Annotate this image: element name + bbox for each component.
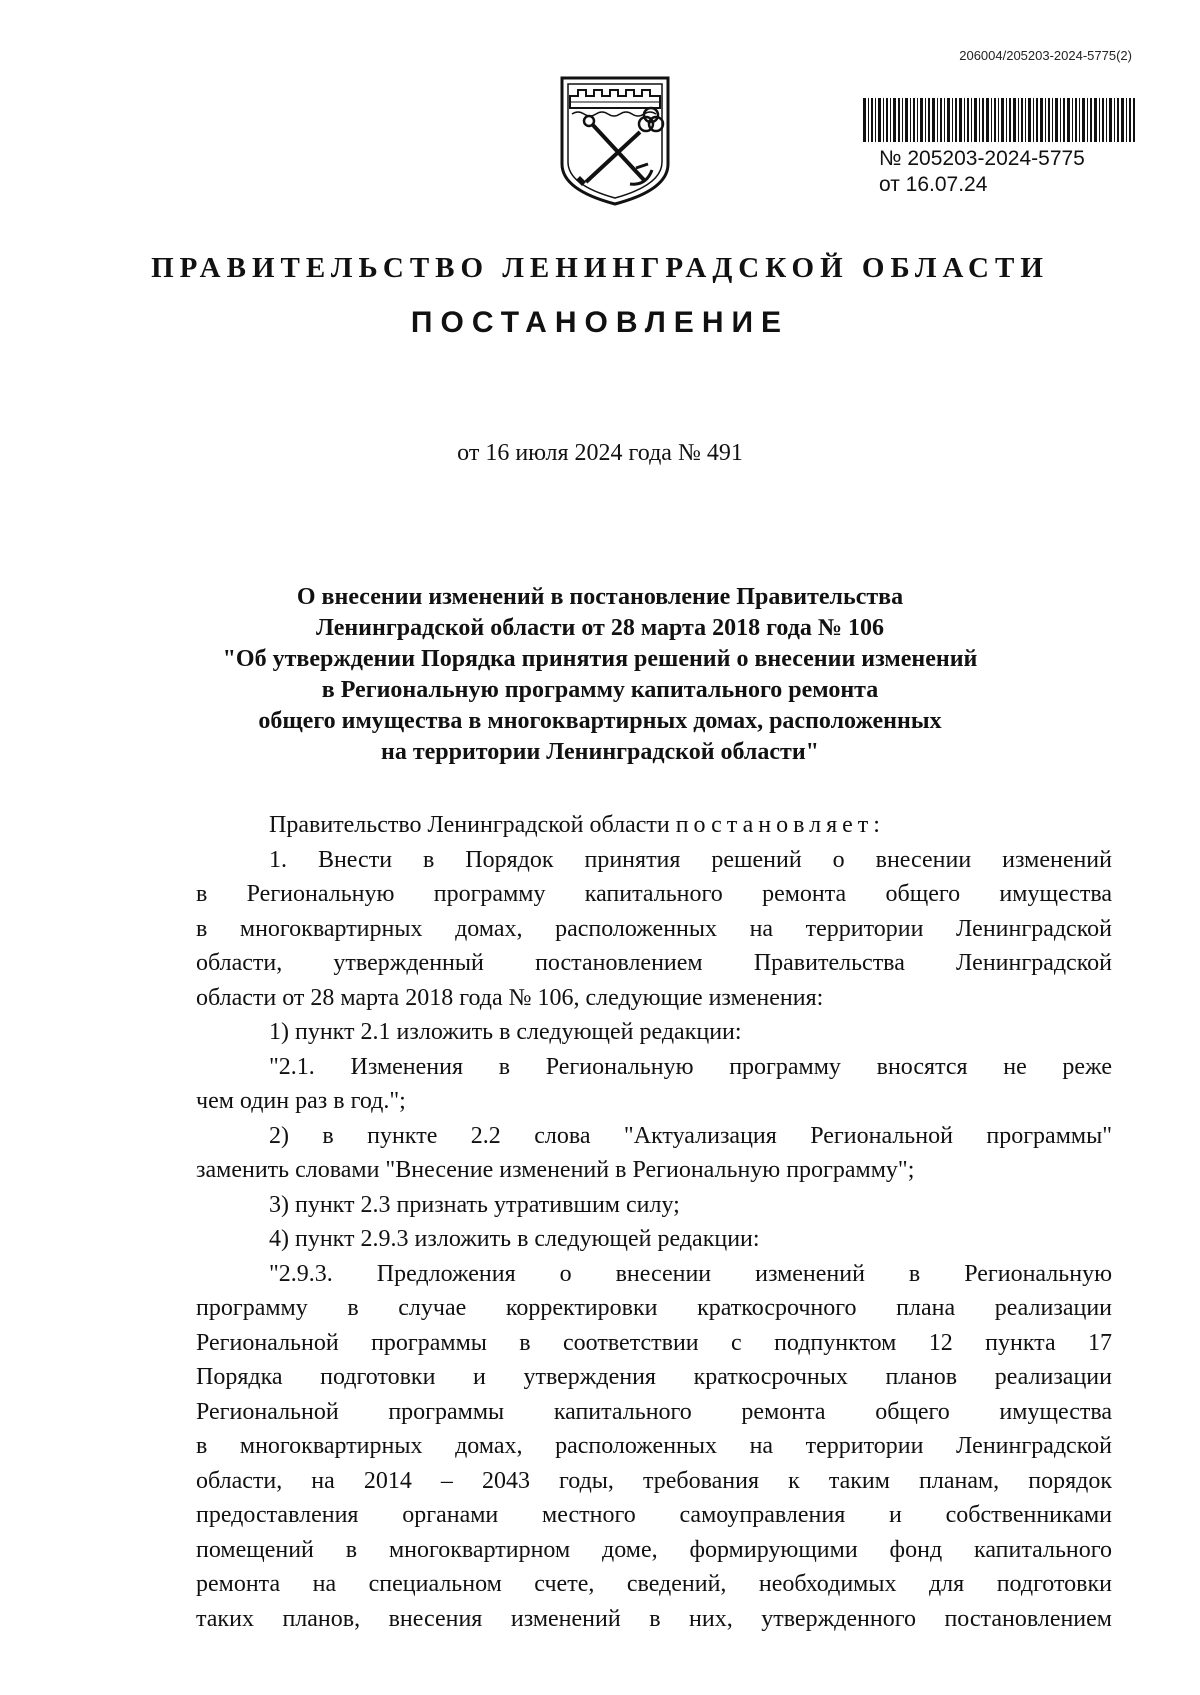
- registration-code: 206004/205203-2024-5775(2): [959, 48, 1132, 63]
- body-line: "2.9.3. Предложения о внесении изменений в Региональную: [269, 1260, 1112, 1287]
- government-name: ПРАВИТЕЛЬСТВО ЛЕНИНГРАДСКОЙ ОБЛАСТИ: [151, 252, 1049, 284]
- registration-stamp: [879, 146, 1085, 198]
- body-line: Порядка подготовки и утверждения краткосрочных планов реализации: [196, 1364, 1112, 1390]
- body-line: Региональной программы в соответствии с подпунктом 12 пункта 17: [196, 1329, 1112, 1356]
- body-line: области от 28 марта 2018 года № 106, следующие изменения:: [196, 984, 824, 1011]
- document-type: ПОСТАНОВЛЕНИЕ: [410, 306, 790, 339]
- subject-line: О внесении изменений в постановление Правительства: [296, 584, 904, 610]
- body-line: таких планов, внесения изменений в них, утвержденного постановлением: [196, 1605, 1112, 1632]
- body-line: помещений в многоквартирном доме, формирующими фонд капитального: [196, 1536, 1112, 1563]
- subject-line: "Об утверждении Порядка принятия решений о внесении изменений: [222, 646, 978, 672]
- subject-line: на территории Ленинградской области": [381, 739, 819, 765]
- body-line: программу в случае корректировки краткосрочного плана реализации: [196, 1295, 1112, 1321]
- body-line: заменить словами "Внесение изменений в Региональную программу";: [196, 1157, 915, 1183]
- document-subject: [160, 582, 1040, 768]
- barcode: [863, 98, 1135, 142]
- registration-number: № 205203-2024-5775: [879, 147, 1085, 170]
- body-line: 1) пункт 2.1 изложить в следующей редакции:: [269, 1019, 742, 1045]
- body-line: Региональной программы капитального ремонта общего имущества: [196, 1398, 1112, 1425]
- subject-line: общего имущества в многоквартирных домах, расположенных: [258, 708, 942, 734]
- body-line: области, утвержденный постановлением Правительства Ленинградской: [196, 950, 1112, 976]
- body-line: в многоквартирных домах, расположенных на территории Ленинградской: [196, 915, 1112, 942]
- body-line: 1. Внести в Порядок принятия решений о внесении изменений: [269, 846, 1112, 873]
- body-line: 4) пункт 2.9.3 изложить в следующей редакции:: [269, 1226, 760, 1252]
- coat-of-arms-icon: [556, 72, 674, 208]
- body-line: области, на 2014 – 2043 годы, требования к таким планам, порядок: [196, 1467, 1112, 1494]
- subject-line: Ленинградской области от 28 марта 2018 года № 106: [315, 615, 884, 641]
- body-line: в Региональную программу капитального ремонта общего имущества: [196, 881, 1112, 907]
- body-line: ремонта на специальном счете, сведений, необходимых для подготовки: [196, 1571, 1112, 1597]
- document-date-number: от 16 июля 2024 года № 491: [457, 440, 743, 466]
- body-line: предоставления органами местного самоуправления и собственниками: [196, 1502, 1112, 1528]
- opening-text: Правительство Ленинградской области: [269, 812, 670, 838]
- document-body: [196, 808, 1112, 1636]
- registration-date: от 16.07.24: [879, 173, 988, 196]
- body-line: 2) в пункте 2.2 слова "Актуализация Региональной программы": [269, 1122, 1112, 1149]
- body-line: "2.1. Изменения в Региональную программу вносятся не реже: [269, 1053, 1112, 1080]
- subject-line: в Региональную программу капитального ремонта: [321, 677, 879, 703]
- body-line: в многоквартирных домах, расположенных на территории Ленинградской: [196, 1433, 1112, 1459]
- body-line: 3) пункт 2.3 признать утратившим силу;: [269, 1191, 680, 1218]
- body-line: чем один раз в год.";: [196, 1088, 406, 1114]
- opening-line: [196, 808, 1112, 843]
- resolves-text: постановляет:: [675, 812, 885, 838]
